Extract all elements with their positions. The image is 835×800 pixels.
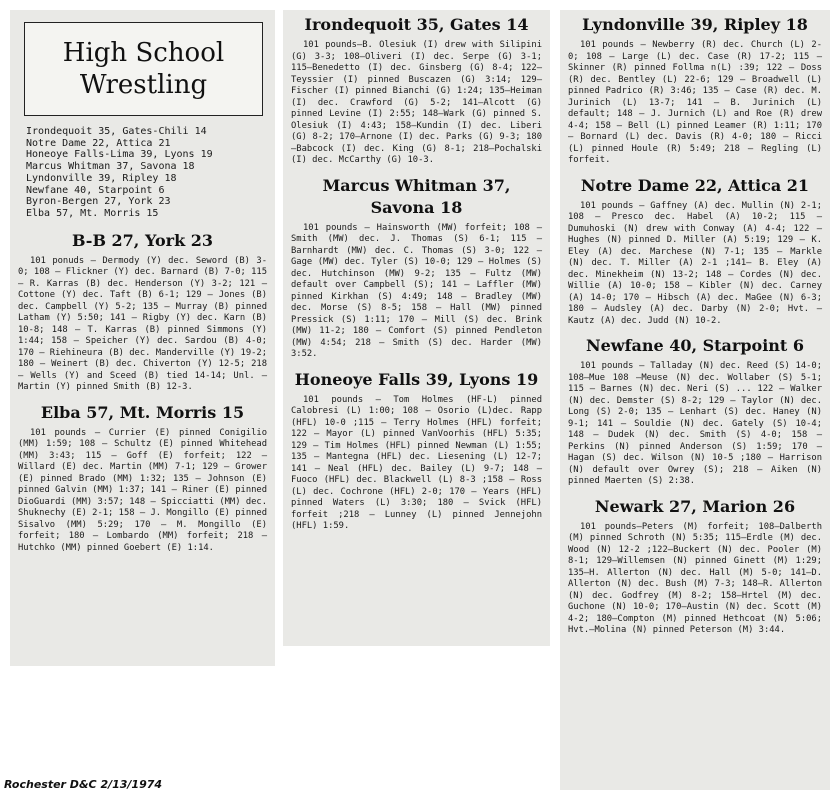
result-line: Marcus Whitman 37, Savona 18 [26,161,195,173]
article-headline: B-B 27, York 23 [71,230,213,250]
article-body: 101 pounds—Peters (M) forfeit; 108—Dalberth (M) pinned Schroth (N) 5:35; 115—Erdle (M) dec. Wood (N) 12-2 ;122—Buckert (N) dec. Pooler (M) 8-1; 129—Willemsen (N) pinned Ginett (M) 1:29; 135—H. Allerton (N) dec. Hall (M) 5-0; 141—D. Allerton (N) dec. Bush (M) 7-3; 148—R. Allerton (N) dec. Godfrey (M) 8-2; 158—Hrtel (M) dec. Guchone (N) 10-0; 170—Austin (N) dec. Scott (M) 4-2; 180—Compton (M) pinned Hethcoat (N) 5:06; Hvt.—Molina (N) pinned Peterson (M) 3:44. [568,521,822,635]
source-caption: Rochester D&C 2/13/1974 [4,778,163,791]
article-body: 101 pounds — Talladay (N) dec. Reed (S) 14-0; 108—Mue 108 —Meuse (N) dec. Wollaber (S) 5-1; 115 — Barnes (N) dec. Neri (S) ... 122 — Walker (N) dec. Demster (S) 8-2; 129 — Taylor (N) dec. Long (S) 2-0; 135 — Lenhart (S) dec. Haney (N) 9-1; 141 — Souldie (N) dec. Gately (S) 10-4; 148 — Dudek (N) dec. Smith (S) 4-0; 158 — Perkins (N) pinned Anderson (S) 1:59; 170 — Hagan (S) dec. Wilson (N) 10-5 ;180 — Harrison (N) default over Owrey (S); 218 — Aiken (N) pinned Maerten (S) 2:38. [568,361,822,486]
result-line: Lyndonville 39, Ripley 18 [26,172,177,184]
result-line: Irondequoit 35, Gates-Chili 14 [26,126,207,137]
article-headline: Lyndonville 39, Ripley 18 [582,15,808,34]
result-line: Newfane 40, Starpoint 6 [26,184,165,196]
article-headline: Irondequoit 35, Gates 14 [304,15,529,34]
clipping-column-1 [10,10,275,666]
result-line: Byron-Bergen 27, York 23 [26,196,171,208]
clipping-column-2 [283,10,550,646]
article-headline: Newark 27, Marion 26 [594,496,796,516]
clipping-column-3 [560,10,830,790]
article-headline: Honeoye Falls 39, Lyons 19 [294,369,539,389]
article-body: 101 pounds — Hainsworth (MW) forfeit; 108 — Smith (MW) dec. J. Thomas (S) 6-1; 115 — Barnhardt (MW) dec. C. Thomas (S) 3-0; 122 — Gage (MW) dec. Tyler (S) 10-0; 129 — Holmes (S) dec. Hutchinson (MW) 9-2; 135 — Fultz (MW) default over Campbell (S); 141 — Laffler (MW) pinned Kirkhan (S) 4:49; 148 — Bradley (MW) dec. Morse (S) 8-5; 158 — Hall (MW) pinned Pressick (S) 1:11; 170 — Mill (S) dec. Brink (MW) 11-2; 180 — Comfort (S) pinned Pendleton (MW) 4:54; 218 — Smith (S) dec. Harder (MW) 3:52. [291,222,542,359]
article-body: 101 pounds — Newberry (R) dec. Church (L) 2-0; 108 — Large (L) dec. Case (R) 17-2; 115 — Skinner (R) pinned Follma n(L) :39; 122 — Doss (R) dec. Bentley (L) 22-6; 129 — Broadwell (L) pinned Padrico (R) 3:46; 135 — Case (R) dec. M. Jurinich (L) 13-7; 141 — B. Jurinich (L) default; 148 — J. Jurnich (L) and Roe (R) drew 4-4; 158 — Bell (L) pinned Leamer (R) 1:11; 170 — Bornard (L) dec. Davis (R) 4-0; 180 — Ricci (L) pinned Houle (R) 5:49; 218 — Regling (L) forfeit. [568,40,822,165]
high-school-wrestling-banner [24,22,263,116]
article-headline-line-2: Savona 18 [370,197,463,217]
article-headline: Notre Dame 22, Attica 21 [580,175,810,195]
article-headline: Marcus Whitman 37, [322,175,511,195]
result-line: Elba 57, Mt. Morris 15 [26,207,159,219]
banner-line-1: High School [62,38,225,68]
article-body: 101 pounds—B. Olesiuk (I) drew with Silipini (G) 3-3; 108—Oliveri (I) dec. Serpe (G) 3-1; 115—Benedetto (I) dec. Ginsberg (G) 8-4; 122—Teyssier (I) pinned Buscazen (G) 3:14; 129—Fischer (I) pinned Bianchi (G) 1:24; 135—Heiman (I) dec. Crawford (G) 5-2; 141—Alcott (G) pinned Levine (I) 2:55; 148—Wark (G) pinned S. Olesiuk (I) 4:43; 158—Kundin (I) dec. Liberi (G) 8-2; 170—Arnone (I) dec. Parks (G) 9-3; 180—Babcock (I) dec. King (G) 8-1; 218—Pochalski (I) dec. McCarthy (G) 10-3. [291,40,542,165]
results-summary-list [26,126,275,220]
article-body: 101 pounds — Tom Holmes (HF-L) pinned Calobresi (L) 1:00; 108 — Osorio (L)dec. Rapp (HFL) 10-0 ;115 — Terry Holmes (HFL) forfeit; 122 — Mayor (L) pinned VanVoorhis (HFL) 5:35; 129 — Tim Holmes (HFL) pinned Newman (L) 1:55; 135 — Mantegna (HFL) dec. Liesening (L) 12-7; 141 — Neal (HFL) dec. Bailey (L) 9-7; 148 — Fuoco (HFL) dec. Blackwell (L) 8-3 ;158 — Ross (L) dec. Cochrone (HFL) 2-0; 170 — Years (HFL) pinned Waters (L) 3:30; 180 — Svick (HFL) forfeit ;218 — Lunney (L) pinned Jennejohn (HFL) 1:59. [291,394,542,531]
result-line: Notre Dame 22, Attica 21 [26,137,171,149]
article-body: 101 ponuds — Dermody (Y) dec. Seword (B) 3-0; 108 — Flickner (Y) dec. Barnard (B) 7-0; 115 — R. Karras (B) dec. Henderson (Y) 3-2; 121 — Cottone (Y) dec. Taft (B) 6-1; 129 — Jones (B) dec. Campbell (Y) 5-2; 135 — Murray (B) pinned Latham (Y) 5:50; 141 — Rigby (Y) dec. Karn (B) 10-8; 148 — T. Karras (B) pinned Simmons (Y) 1:44; 158 — Speicher (Y) dec. Sardou (B) 4-0; 170 — Riehineura (B) dec. Manderville (Y) 19-2; 180 — Weinert (B) dec. Chiverton (Y) 12-5; 218 — Wells (Y) and Sceed (B) tied 14-14; Unl. — Martin (Y) pinned Smith (B) 12-3. [18,255,267,393]
article-headline: Newfane 40, Starpoint 6 [585,336,805,355]
result-line: Honeoye Falls-Lima 39, Lyons 19 [26,149,213,161]
article-body: 101 pounds — Gaffney (A) dec. Mullin (N) 2-1; 108 — Presco dec. Habel (A) 10-2; 115 — Dumuhoski (N) drew with Conway (A) 4-4; 122 — Hughes (N) pinned D. Miller (A) 5:19; 129 — K. Eley (A) dec. Marchese (N) 7-1; 135 — Markle (N) dec. T. Miller (A) 2-1 ;141— B. Eley (A) dec. Minekheim (N) 13-2; 148 — Cordes (N) dec. Willie (A) 10-0; 158 — Kibler (N) dec. Carney (A) 14-0; 170 — Hibsch (A) dec. MaGee (N) 6-3; 180 — Audsley (A) dec. Darby (N) 2-0; Hvt. — Kautz (A) dec. Judd (N) 10-2. [568,200,822,326]
banner-line-2: Wrestling [79,70,208,100]
article-headline: Elba 57, Mt. Morris 15 [40,402,245,422]
article-body: 101 pounds — Currier (E) pinned Conigilio (MM) 1:59; 108 — Schultz (E) pinned Whitehead (MM) 3:43; 115 — Goff (E) forfeit; 122 — Willard (E) dec. Martin (MM) 7-1; 129 — Grower (E) pinned Brado (MM) 1:32; 135 — Johnson (E) pinned Galvin (MM) 1:37; 141 — Riner (E) pinned DioGuardi (MM) 3:57; 148 — Spicciatti (MM) dec. Shuknechy (E) 2-1; 158 — J. Mongillo (E) pinned Sisalvo (MM) 5:29; 170 — M. Mongillo (E) forfeit; 180 — Lombardo (MM) forfeit; 218 — Hutchko (MM) pinned Goebert (E) 1:14. [18,427,267,553]
